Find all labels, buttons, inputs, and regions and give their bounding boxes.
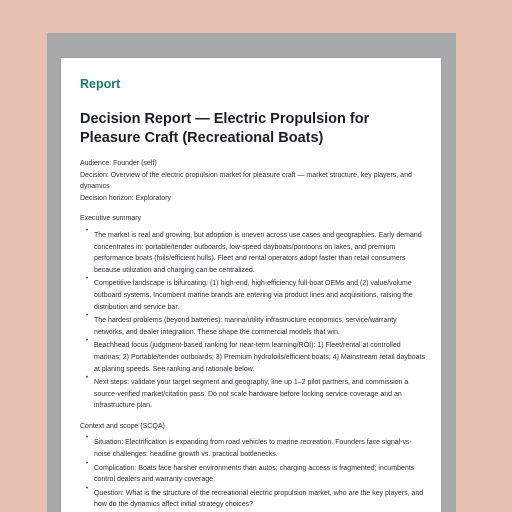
context-list: [80, 437, 426, 511]
list-item: • Competitive landscape is bifurcating: (1) high-end, high-efficiency full-boat OEMs and (2) value/volume outboard systems. Incumbent marine brands are entering via product lines and acquisitions, raising the distribution and service bar.: [94, 278, 426, 313]
report-label: Report: [80, 77, 121, 91]
list-item: • Beachhead focus (judgment-based ranking for near-term learning/ROI): 1) Fleet/rental at controlled marinas; 2) Portable/tender outboards; 3) Premium hydrofoils/efficient boats; 4) Mainstream retail dayboats at planing speeds. See ranking and rationale below.: [94, 340, 426, 375]
meta-horizon: Decision horizon: Exploratory: [80, 194, 172, 202]
executive-summary-heading: Executive summary: [80, 215, 142, 223]
meta-audience: Audience: Founder (self): [80, 160, 157, 167]
list-item: • Complication: Boats face harsher environments than autos; charging access is fragmented; incumbents control dealers and warranty coverage.: [94, 463, 426, 486]
list-item: • Situation: Electrification is expanding from road vehicles to marine recreation. Founders face signal-vs-noise challenges: headline growth vs. practical bottlenecks.: [94, 437, 426, 460]
document-title: Decision Report — Electric Propulsion for Pleasure Craft (Recreational Boats): [80, 111, 370, 146]
document-page: [61, 58, 441, 512]
meta-decision: Decision: Overview of the electric propulsion market for pleasure craft — market structure, key players, and dynamics: [80, 171, 412, 191]
list-item: • The hardest problems (beyond batteries): marina/utility infrastructure economics, service/warranty networks, and dealer integration. These shape the commercial models that win.: [94, 315, 426, 338]
meta-block: [80, 158, 426, 204]
list-item: • The market is real and growing, but adoption is uneven across use cases and geographies. Early demand concentrates in: portable/tender outboards, low-speed dayboats/pontoons on lakes, and premium performance boats (foils/efficient hulls). Fleet and rental operators adopt faster than retail consumers because utilization and charging can be centralized.: [94, 230, 426, 276]
document-body: [80, 158, 426, 512]
context-heading: Context and scope (SCQA): [80, 422, 165, 430]
executive-summary-list: [80, 230, 426, 412]
list-item: • Question: What is the structure of the recreational electric propulsion market, who are the key players, and how do the dynamics affect initial strategy choices?: [94, 488, 426, 511]
list-item: • Next steps: validate your target segment and geography, line up 1–2 pilot partners, and commission a source-verified market/citation pass. Do not scale hardware before locking service coverage and an infrastructure plan.: [94, 377, 426, 412]
